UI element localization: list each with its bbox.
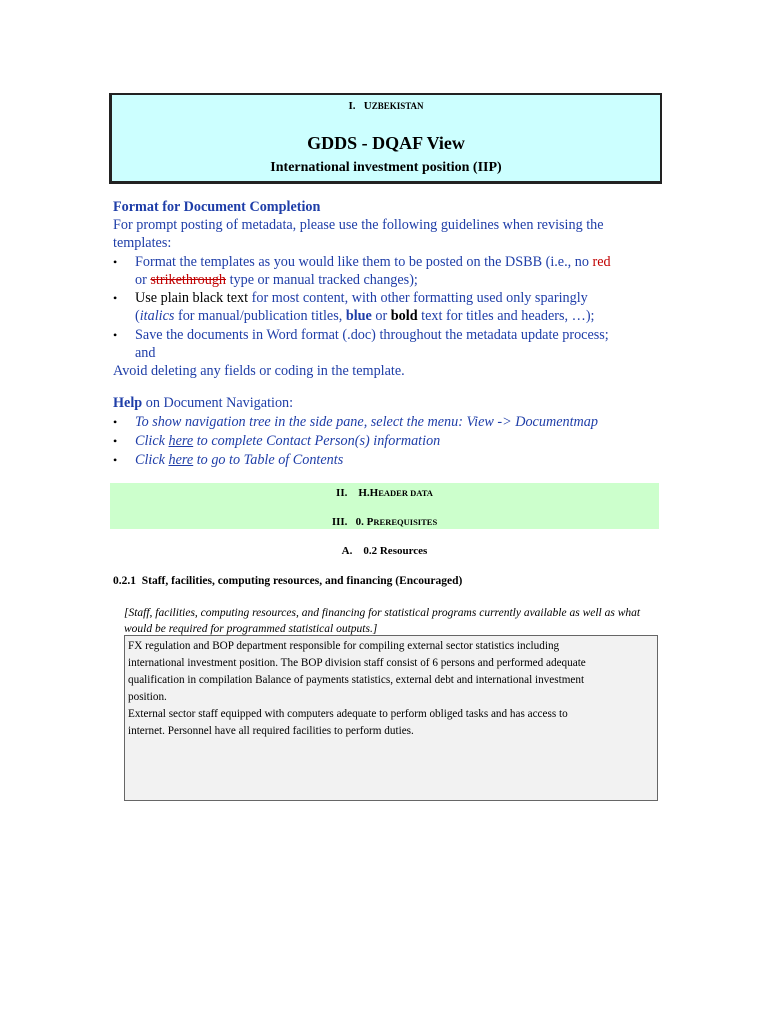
section-heading-country [112,100,660,112]
format-intro-line1: For prompt posting of metadata, please use the following guidelines when revising the [113,217,604,233]
answer-line: External sector staff equipped with computers adequate to perform obliged tasks and has access to [128,708,568,720]
bullet-icon: • [113,255,118,269]
text-segment: type or manual tracked changes); [226,272,418,288]
resources-heading: A. 0.2 Resources [341,545,428,557]
text-segment: for manual/publication titles, [174,308,346,324]
red-text: red [592,254,611,270]
section-rest: ZBEKISTAN [371,101,424,111]
heading-text: H.H [358,487,379,499]
guide-text: [Staff, facilities, computing resources, and financing for statistical programs currently available as well as what would be required for programmed statistical outputs.] [124,607,641,635]
help-heading-rest: on Document Navigation: [142,395,294,411]
help-heading-bold: Help [113,395,143,411]
heading-text-small: REREQUISITES [373,517,438,527]
subtitle: International investment position (IIP) [270,160,502,175]
title-box [109,93,662,184]
blue-text: for most content, with other formatting used only sparingly [251,290,588,306]
bullet-icon: • [113,434,118,448]
heading-text: 0. P [355,516,374,528]
bullet-icon: • [113,453,118,467]
italic-text: italics [139,308,175,324]
section-initial: U [363,100,372,112]
text-segment: to go to Table of Contents [193,452,344,468]
text-segment: Click [135,433,169,449]
header-data-heading [110,487,659,499]
format-bullet2-line1 [135,289,588,307]
help-item-contact [135,432,440,450]
contact-here-link[interactable]: here [168,433,194,449]
format-bullet3-line1: Save the documents in Word format (.doc) throughout the metadata update process; [135,327,609,343]
blue-bold-text: blue [345,308,372,324]
answer-line: internet. Personnel have all required facilities to perform duties. [128,725,414,737]
bullet-icon: • [113,291,118,305]
main-title: GDDS - DQAF View [307,133,465,153]
header-data-box [110,483,659,529]
answer-text [128,638,652,740]
text-segment: or [371,308,391,324]
bullet-icon: • [113,328,118,342]
bold-text: bold [390,308,418,324]
heading-number: II. [336,487,348,499]
text-segment: Use plain black text [135,290,252,306]
heading-text-small: EADER DATA [378,488,433,498]
toc-here-link[interactable]: here [168,452,194,468]
answer-line: international investment position. The BOP division staff consist of 6 persons and performed adequate [128,657,586,669]
prerequisites-heading [110,516,659,528]
section-number: I. [348,100,356,112]
format-heading: Format for Document Completion [113,199,321,215]
answer-text-field[interactable] [124,635,658,801]
help-item-documentmap: To show navigation tree in the side pane, select the menu: View -> Documentmap [135,414,598,430]
format-bullet1-line2 [135,271,418,289]
bullet-icon: • [113,415,118,429]
format-closing: Avoid deleting any fields or coding in the template. [113,363,405,379]
staff-heading: 0.2.1 Staff, facilities, computing resources, and financing (Encouraged) [113,575,463,587]
text-segment: text for titles and headers, …); [417,308,595,324]
text-segment: Click [135,452,169,468]
strikethrough-text: strikethrough [150,272,227,288]
format-bullet1-line1 [135,253,611,271]
text-segment: ( [135,308,140,324]
answer-line: FX regulation and BOP department responsible for compiling external sector statistics including [128,640,560,652]
help-item-toc [135,451,343,469]
help-heading [113,394,293,412]
format-bullet2-line2 [135,307,595,325]
format-intro-line2: templates: [113,235,172,251]
heading-number: III. [331,516,348,528]
answer-line: qualification in compilation Balance of payments statistics, external debt and international investment [128,674,585,686]
text-segment: Format the templates as you would like them to be posted on the DSBB (i.e., no [135,254,593,270]
text-segment: to complete Contact Person(s) information [193,433,441,449]
format-bullet3-line2: and [135,345,156,361]
answer-line: position. [128,691,167,703]
text-segment: or [135,272,151,288]
